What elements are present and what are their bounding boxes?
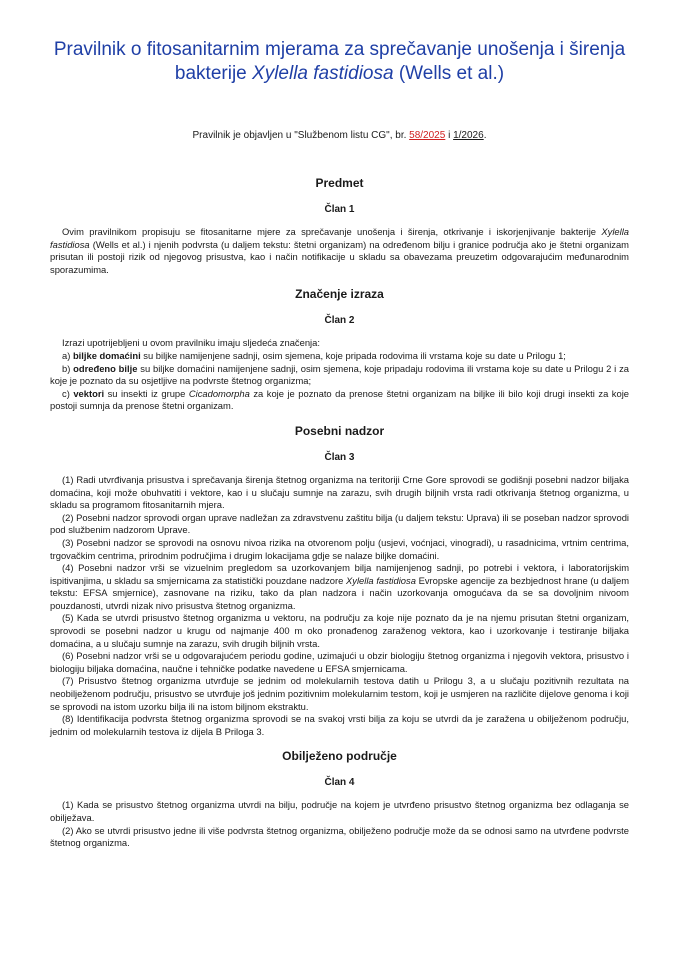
article-4-paragraph-1: (1) Kada se prisustvo štetnog organizma utvrdi na bilju, područje na kojem je utvrđeno prisustvo štetnog organizma bez odlaganja se obilježava.: [50, 799, 629, 823]
article-3-label: Član 3: [324, 451, 355, 463]
gazette-link-58-2025[interactable]: 58/2025: [409, 130, 446, 141]
article-3-paragraph-6: (6) Posebni nadzor vrši se u odgovarajućem periodu godine, uzimajući u obzir biologiju štetnog organizma i njegovih vektora, prisustvo i biologiju biljaka domaćina, naučne i tehničke podatke navedene u EFSA smjernicama.: [50, 650, 629, 674]
title-authority: (Wells et al.): [393, 63, 505, 84]
article-3-paragraph-2: (2) Posebni nadzor sprovodi organ uprave nadležan za zdravstvenu zaštitu bilja (u daljem tekstu: Uprava) ili se poseban nadzor sprovodi pod službenim nadzorom Uprave.: [50, 511, 629, 536]
article-3-paragraph-3: (3) Posebni nadzor se sprovodi na osnovu nivoa rizika na otvorenom polju (usjevi, voćnjaci, vinogradi), u rasadnicima, vrtnim centrima, trgovačkim centrima, prirodnim područjima i drugim lokacijama gdje se nalaze biljke domaćini.: [50, 536, 629, 561]
publication-note: Pravilnik je objavljen u "Službenom listu CG", br. 58/2025 i 1/2026.: [192, 130, 487, 141]
section-heading-predmet: Predmet: [315, 176, 364, 190]
title-species: Xylella fastidiosa: [252, 63, 394, 84]
definition-item-a: a) biljke domaćini su biljke namijenjene sadnji, osim sjemena, koje pripada rodovima ili vrstama koje su date u Prilogu 1;: [62, 349, 566, 361]
definition-item-b: b) određeno bilje su biljke domaćini namijenjene sadnji, osim sjemena, koje pripadaju rodovima ili vrstama koje su date u Prilogu 2 i za koje je poznato da su osjetljive na podvrste štetnog organizma;: [50, 362, 629, 387]
article-1-label: Član 1: [324, 204, 355, 215]
article-3-paragraph-4: (4) Posebni nadzor vrši se vizuelnim pregledom sa uzorkovanjem bilja namijenjenog sadnji, po potrebi i vektora, i laboratorijskim ispitivanjima, u skladu sa smjernicama za statistički pouzdane nadzore Xylella fastidiosa Evropske agencije za bezbjednost hrane (u daljem tekstu: EFSA smjernice), zasnovane na riziku, tako da plan nadzora i način uzorkovanja omogućava da se sa dovoljnim nivoom pouzdanosti, utvrdi nizak nivo prisustva štetnog organizma.: [50, 562, 630, 611]
article-4-paragraph-2: (2) Ako se utvrdi prisustvo jedne ili više podvrsta štetnog organizma, obilježeno područje može da se odnosi samo na utvrđene podvrste štetnog organizma.: [50, 824, 629, 849]
article-2-label: Član 2: [324, 315, 355, 327]
section-heading-obiljezeno-podrucje: Obilježeno područje: [282, 749, 397, 764]
article-3-paragraph-5: (5) Kada se utvrdi prisustvo štetnog organizma u vektoru, na području za koje nije poznato da je na njemu prisutan štetni organizam, sprovodi se posebni nadzor u krugu od najmanje 400 m oko pronađenog zaraženog vektora, kao i uzorkovanje i testiranje biljaka domaćina, a u slučaju sumnje na zarazu, svih drugih biljnih vrsta.: [50, 612, 629, 649]
document-title: [50, 38, 629, 86]
gazette-link-1-2026[interactable]: 1/2026: [453, 130, 484, 141]
article-4-label: Član 4: [324, 777, 355, 789]
article-1-paragraph: Ovim pravilnikom propisuju se fitosanitarne mjere za sprečavanje unošenja i širenja, otkrivanje i iskorjenjivanje bakterije Xylella fastidiosa (Wells et al.) i njenih podvrsta (u daljem tekstu: štetni organizam) na određenom bilju i granice područja ako je štetni organizam prisutan ili postoji rizik od njegovog prisustva, kao i način notifikacije u skladu sa obavezama preuzetim odgovarajućim međunarodnim sporazumima.: [50, 226, 629, 275]
article-2-intro: Izrazi upotrijebljeni u ovom pravilniku imaju sljedeća značenja:: [62, 337, 320, 349]
article-3-paragraph-8: (8) Identifikacija podvrsta štetnog organizma sprovodi se na svakoj vrsti bilja za koju se utvrdi da je zaražena u obilježenom području, jednim od molekularnih testova iz dijela B Priloga 3.: [50, 713, 629, 737]
title-text: Pravilnik o fitosanitarnim mjerama za sprečavanje unošenja i širenja bakterije: [53, 39, 626, 84]
section-heading-znacenje-izraza: Značenje izraza: [295, 287, 384, 302]
definition-item-c: c) vektori su insekti iz grupe Cicadomorpha za koje je poznato da prenose štetni organizam na biljke ili bilo koji drugi insekti za koje postoji sumnja da prenose štetni organizam.: [50, 387, 629, 412]
section-heading-posebni-nadzor: Posebni nadzor: [294, 423, 385, 438]
article-3-paragraph-7: (7) Prisustvo štetnog organizma utvrđuje se jednim od molekularnih testova datih u Prilogu 3, a u slučaju pozitivnih rezultata na neobilježenom području, prisustvo se utvrđuje još jednim pozitivnim molekularnim testom, koji je usmjeren na različite dijelove genoma i koji se sprovodi na istom uzorku bilja ili na istom biljnom ekstraktu.: [50, 675, 629, 712]
article-3-paragraph-1: (1) Radi utvrđivanja prisustva i sprečavanja širenja štetnog organizma na teritoriji Crne Gore sprovodi se godišnji posebni nadzor biljaka domaćina, koji može obuhvatiti i vektore, kao i u slučaju sumnje na zarazu, svih drugih biljnih vrsta radi otkrivanja štetnog organizma, u skladu sa programom fitosanitarnih mjera.: [50, 473, 629, 511]
